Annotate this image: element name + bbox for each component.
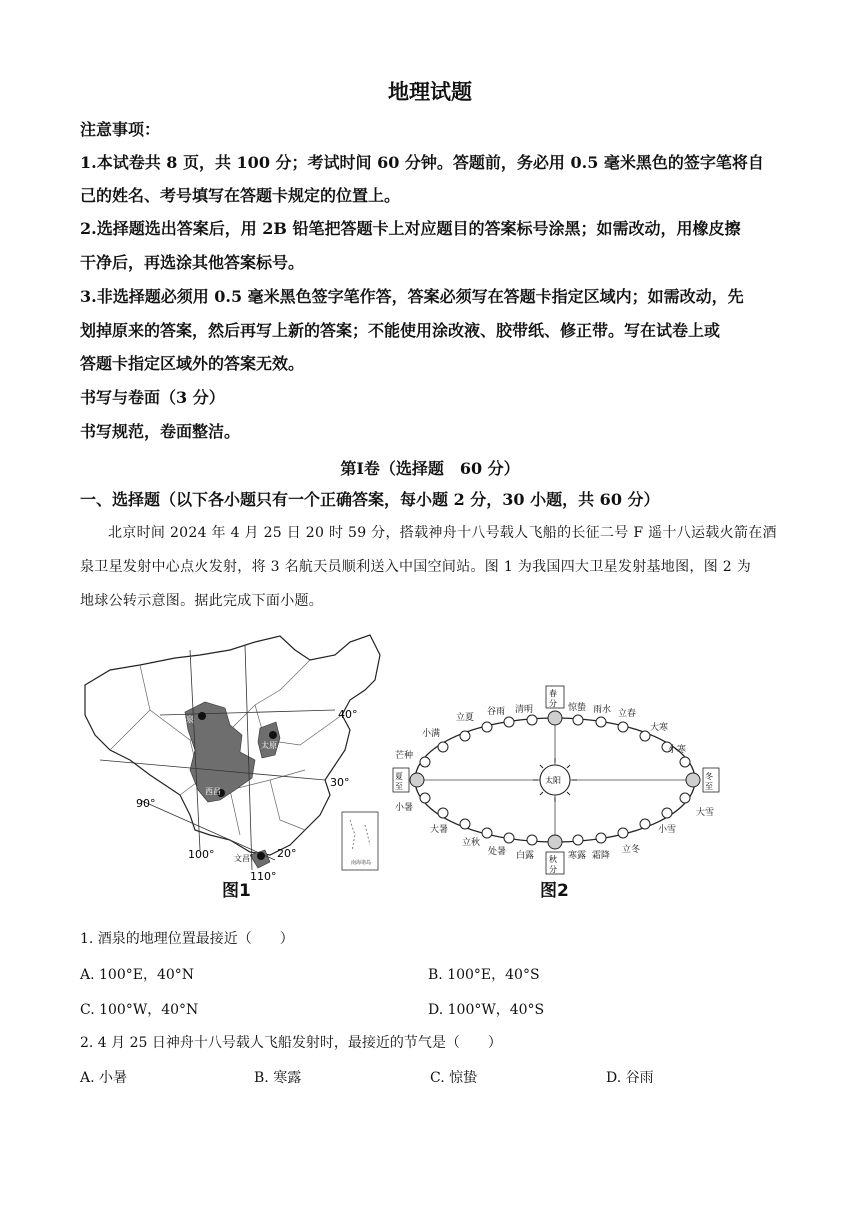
label-lat-20: 20° bbox=[277, 847, 297, 860]
label-taiyuan: 太原 bbox=[261, 741, 277, 750]
term-jingzhe: 惊蛰 bbox=[568, 703, 587, 713]
term-liqiu: 立秋 bbox=[462, 838, 481, 848]
spring-equinox-1: 春 bbox=[549, 689, 557, 698]
question-1-option-c[interactable]: C. 100°W，40°N bbox=[80, 1002, 199, 1018]
question-2-option-c[interactable]: C. 惊蛰 bbox=[430, 1070, 478, 1086]
spring-equinox-2: 分 bbox=[549, 699, 557, 708]
figure-1-map bbox=[80, 630, 390, 900]
wenchang-dot bbox=[257, 852, 265, 860]
term-xiaoxue: 小雪 bbox=[658, 825, 677, 835]
notice-item-3-line-3: 答题卡指定区域外的答案无效。 bbox=[80, 354, 305, 373]
winter-solstice-1: 冬 bbox=[705, 772, 713, 781]
label-jiuquan: 酒泉 bbox=[178, 715, 194, 724]
writing-heading: 书写与卷面（3 分） bbox=[80, 388, 225, 407]
term-bailu: 白露 bbox=[516, 851, 535, 861]
term-guyu: 谷雨 bbox=[487, 707, 506, 717]
term-dashu: 大暑 bbox=[430, 825, 449, 835]
figure-2-orbit bbox=[390, 680, 730, 880]
term-mangzhong: 芒种 bbox=[395, 751, 414, 761]
autumn-equinox-2: 分 bbox=[549, 865, 557, 874]
term-lixia: 立夏 bbox=[456, 713, 475, 723]
term-shuangjiang: 霜降 bbox=[592, 851, 611, 861]
section-heading: 一、选择题（以下各小题只有一个正确答案，每小题 2 分，30 小题，共 60 分） bbox=[80, 490, 660, 509]
question-2-stem: 2. 4 月 25 日神舟十八号载人飞船发射时，最接近的节气是（ ） bbox=[80, 1035, 502, 1051]
passage-line-3: 地球公转示意图。据此完成下面小题。 bbox=[80, 593, 324, 609]
question-2-option-d[interactable]: D. 谷雨 bbox=[606, 1070, 654, 1086]
summer-solstice-2: 至 bbox=[395, 782, 403, 791]
label-lon-90: 90° bbox=[136, 797, 156, 810]
page-title: 地理试题 bbox=[388, 79, 472, 104]
question-1-option-d[interactable]: D. 100°W，40°S bbox=[428, 1002, 545, 1018]
term-xiaohan: 小寒 bbox=[668, 745, 687, 755]
writing-text: 书写规范，卷面整洁。 bbox=[80, 422, 241, 441]
label-xichang: 西昌 bbox=[205, 787, 221, 796]
notice-item-3-line-2: 划掉原来的答案，然后再写上新的答案；不能使用涂改液、胶带纸、修正带。写在试卷上或 bbox=[80, 321, 721, 340]
label-lon-100: 100° bbox=[188, 848, 215, 861]
question-2-option-b[interactable]: B. 寒露 bbox=[254, 1070, 302, 1086]
question-1-option-a[interactable]: A. 100°E，40°N bbox=[80, 967, 195, 983]
label-lat-40: 40° bbox=[338, 708, 358, 721]
term-xiaoshu: 小暑 bbox=[395, 803, 414, 813]
passage-line-1: 北京时间 2024 年 4 月 25 日 20 时 59 分，搭载神舟十八号载人飞船的长征二号 F 遥十八运载火箭在酒 bbox=[108, 525, 777, 541]
notice-item-2-line-1: 2.选择题选出答案后，用 2B 铅笔把答题卡上对应题目的答案标号涂黑；如需改动，用橡皮擦 bbox=[80, 219, 741, 238]
question-1-option-b[interactable]: B. 100°E，40°S bbox=[428, 967, 540, 983]
label-lat-30: 30° bbox=[330, 776, 350, 789]
term-lidong: 立冬 bbox=[622, 845, 641, 855]
jiuquan-dot bbox=[198, 712, 206, 720]
term-qingming: 清明 bbox=[515, 705, 534, 715]
label-wenchang: 文昌 bbox=[234, 854, 250, 863]
term-hanlu: 寒露 bbox=[568, 851, 587, 861]
term-lichun: 立春 bbox=[618, 709, 637, 719]
taiyuan-dot bbox=[269, 731, 277, 739]
inset-note: 南海诸岛 bbox=[351, 860, 372, 866]
notice-heading: 注意事项： bbox=[80, 120, 161, 139]
question-1-stem: 1. 酒泉的地理位置最接近（ ） bbox=[80, 931, 294, 947]
notice-item-1-line-1: 1.本试卷共 8 页，共 100 分；考试时间 60 分钟。答题前，务必用 0.5 毫米黑色的签字笔将自 bbox=[80, 153, 764, 172]
winter-solstice-2: 至 bbox=[705, 782, 713, 791]
term-yushui: 雨水 bbox=[593, 705, 612, 715]
part-title: 第Ⅰ卷（选择题 60 分） bbox=[340, 459, 520, 478]
term-xiaoman: 小满 bbox=[422, 729, 441, 739]
notice-item-2-line-2: 干净后，再选涂其他答案标号。 bbox=[80, 253, 305, 272]
label-lon-110: 110° bbox=[250, 870, 277, 883]
autumn-equinox-1: 秋 bbox=[549, 855, 557, 864]
sun-label: 太阳 bbox=[545, 776, 561, 785]
figure-1-label: 图1 bbox=[222, 881, 251, 901]
term-chushu: 处暑 bbox=[488, 847, 507, 857]
term-daxue: 大雪 bbox=[696, 808, 715, 818]
summer-solstice-1: 夏 bbox=[395, 772, 403, 781]
notice-item-3-line-1: 3.非选择题必须用 0.5 毫米黑色签字笔作答，答案必须写在答题卡指定区域内；如需改动，先 bbox=[80, 287, 744, 306]
notice-item-1-line-2: 己的姓名、考号填写在答题卡规定的位置上。 bbox=[80, 186, 401, 205]
passage-line-2: 泉卫星发射中心点火发射，将 3 名航天员顺利送入中国空间站。图 1 为我国四大卫星发射基地图，图 2 为 bbox=[80, 559, 752, 575]
term-dahan: 大寒 bbox=[650, 723, 669, 733]
figure-2-label: 图2 bbox=[540, 881, 569, 901]
question-2-option-a[interactable]: A. 小暑 bbox=[80, 1070, 128, 1086]
